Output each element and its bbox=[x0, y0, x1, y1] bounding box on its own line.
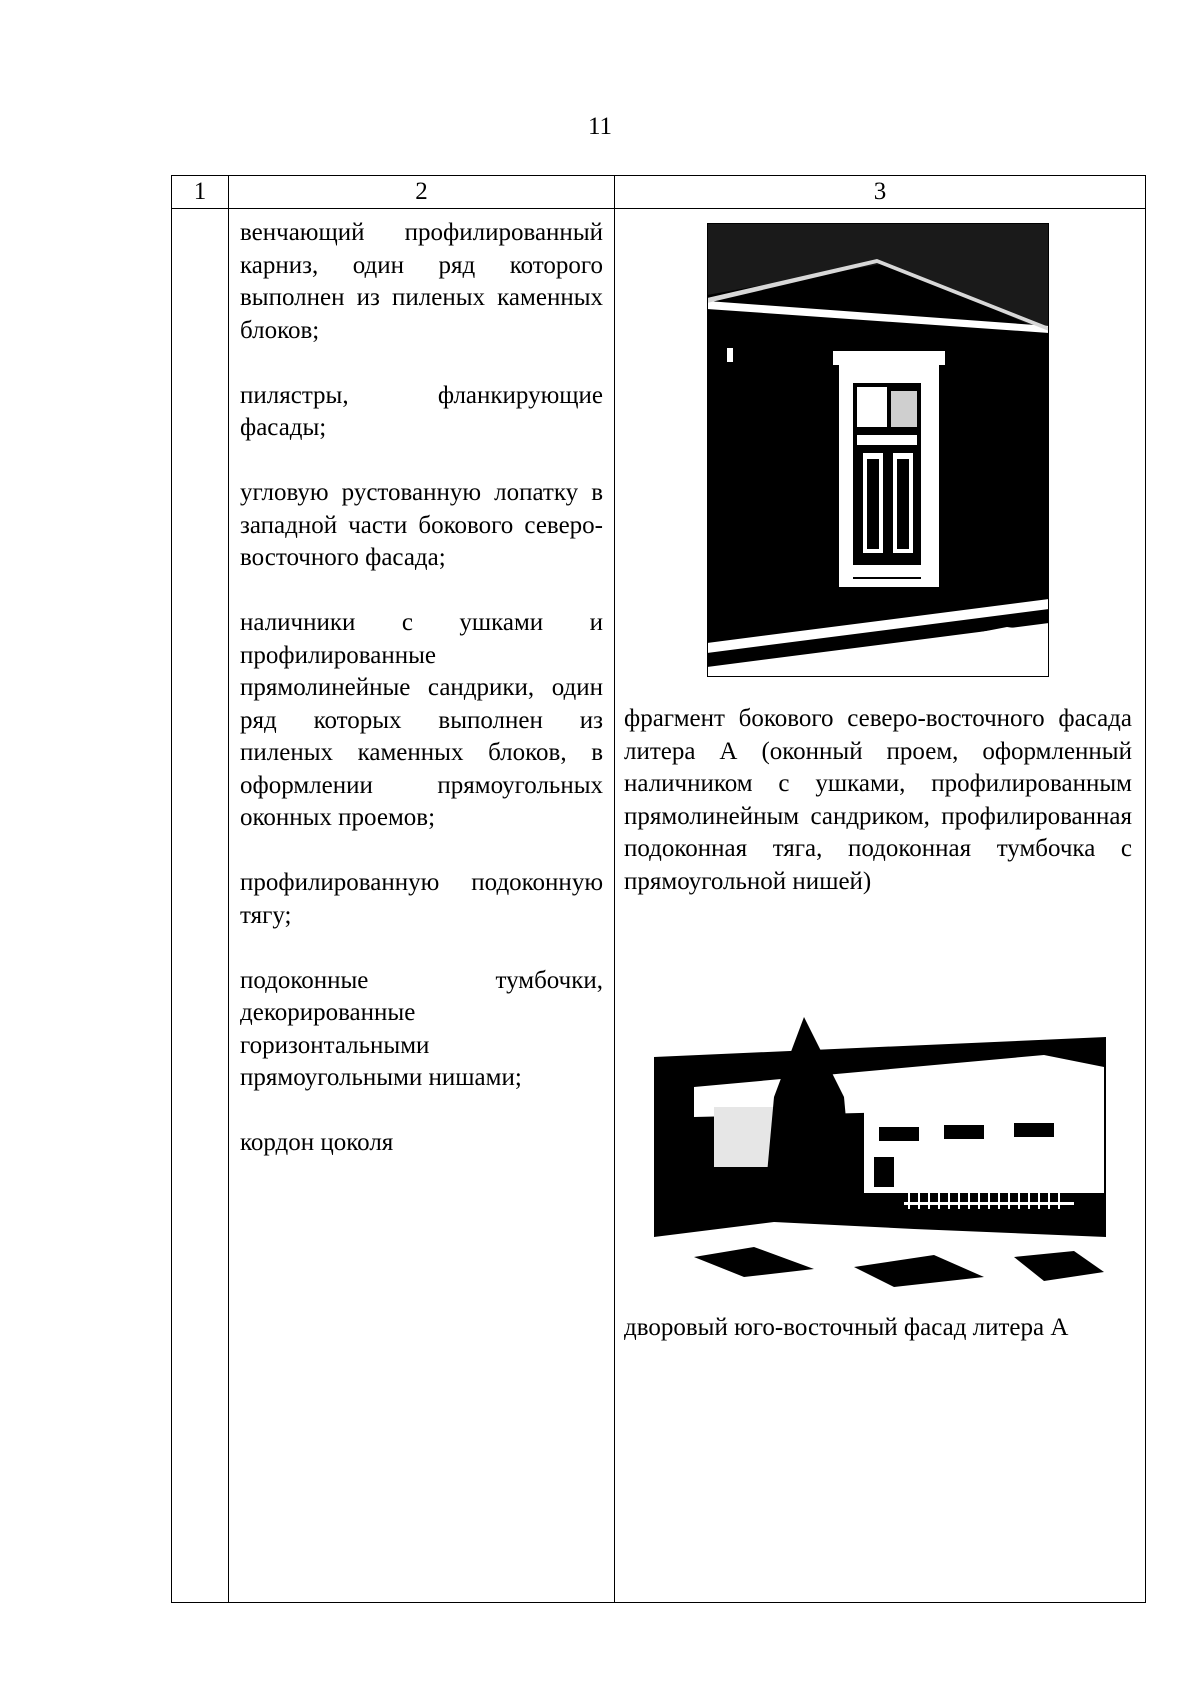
column-header-3: 3 bbox=[615, 176, 1146, 209]
feature-item: венчающий профилированный карниз, один ряд которого выполнен из пиленых каменных блоков; bbox=[240, 219, 603, 344]
feature-item: кордон цоколя bbox=[240, 1129, 394, 1156]
column-header-2: 2 bbox=[229, 176, 615, 209]
features-cell bbox=[229, 209, 615, 1603]
building-window-photo bbox=[707, 223, 1049, 677]
feature-item: угловую рустованную лопатку в западной части бокового северо-восточного фасада; bbox=[240, 479, 603, 571]
courtyard-facade-photo bbox=[654, 1007, 1106, 1297]
column-header-1: 1 bbox=[172, 176, 229, 209]
row-number-cell bbox=[172, 209, 229, 1603]
photos-cell bbox=[615, 209, 1146, 1603]
monument-features-table bbox=[171, 175, 1146, 1603]
page-number: 11 bbox=[587, 113, 613, 140]
photo-caption: фрагмент бокового северо-восточного фасада литера А (оконный проем, оформленный наличником с ушками, профилированным прямолинейным сандриком, профилированная подоконная тяга, подоконная тумбочка с прямоугольной нишей) bbox=[624, 705, 1132, 895]
feature-item: подоконные тумбочки, декорированные горизонтальными прямоугольными нишами; bbox=[240, 966, 603, 1091]
feature-item: наличники с ушками и профилированные прямолинейные сандрики, один ряд которых выполнен из пиленых каменных блоков, в оформлении прямоугольных оконных проемов; bbox=[240, 609, 603, 831]
photo-caption: дворовый юго-восточный фасад литера А bbox=[624, 1314, 1069, 1341]
feature-item: профилированную подоконную тягу; bbox=[240, 869, 603, 929]
table-header-row bbox=[172, 176, 1146, 209]
feature-item: пилястры, фланкирующие фасады; bbox=[240, 381, 603, 441]
table-body-row bbox=[172, 209, 1146, 1603]
